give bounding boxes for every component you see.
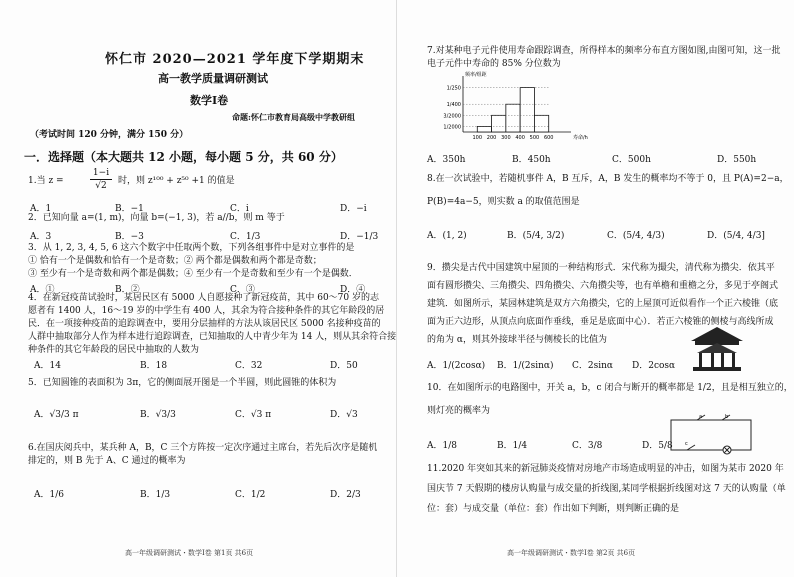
q1-prefix: 1.当 z = <box>28 176 64 186</box>
exam-subtitle: 高一教学质量调研测试 <box>158 72 268 85</box>
q11-line-2: 国庆节 7 天假期的楼房认购量与成交量的折线图,某同学根据折线图对这 7 天的认购量（单 <box>427 484 786 494</box>
q4-option-c[interactable]: C．32 <box>235 361 263 371</box>
histogram-x-tick-label: 100 <box>472 135 483 141</box>
page-footer-1: 高一年级调研测试・数学Ⅰ卷 第1页 共6页 <box>125 549 254 557</box>
q7-option-b[interactable]: B．450h <box>512 155 551 165</box>
histogram-bar <box>506 104 520 132</box>
q5-text: 5．已知圆锥的表面积为 3π，它的侧面展开图是一个半圆，则此圆锥的体积为 <box>28 378 337 388</box>
q4-option-a[interactable]: A．14 <box>34 361 61 371</box>
q9-line-4: 面为正六边形，从顶点向底面作垂线，垂足是底面中心）．若正六棱锥的侧棱与高线所成 <box>427 317 774 327</box>
q1-frac-num: 1−i <box>90 168 112 180</box>
q4-option-b[interactable]: B．18 <box>140 361 168 371</box>
q9-line-3: 建筑．如图所示，某园林建筑是双方六角攒尖，它的上屋顶可近似看作一个正六棱锥（底 <box>427 299 779 309</box>
histogram-y-tick-label: 3/2000 <box>443 113 461 120</box>
q3-line-1: 3．从 1, 2, 3, 4, 5, 6 这六个数字中任取两个数，下列各组事件中是对立事件的是 <box>28 243 355 253</box>
q10-option-a[interactable]: A．1/8 <box>427 441 457 451</box>
q2-option-c[interactable]: C．1/3 <box>230 232 261 242</box>
q6-line-1: 6.在国庆阅兵中，某兵种 A，B，C 三个方阵按一定次序通过主席台，若先后次序是随机 <box>28 443 378 453</box>
q4-line-2: 愿者有 1400 人，16～19 岁的中学生有 400 人，其余为符合接种条件的其它年龄段的居 <box>28 306 385 316</box>
histogram-y-axis-label: 频率/组距 <box>465 72 487 78</box>
histogram-bar <box>534 115 548 132</box>
q7-option-a[interactable]: A．350h <box>427 155 466 165</box>
q9-line-5: 的角为 α，则其外接球半径与侧棱长的比值为 <box>427 335 607 345</box>
circuit-diagram <box>667 412 757 454</box>
q1-option-c[interactable]: C．i <box>230 204 249 214</box>
q9-option-a[interactable]: A．1/(2cosα) <box>427 361 486 371</box>
author-line: 命题:怀仁市教育局高级中学教研组 <box>232 112 355 122</box>
histogram-y-tick-label: 1/400 <box>446 102 461 109</box>
histogram-x-axis-label: 寿命/h <box>573 135 588 141</box>
svg-text:c: c <box>685 441 688 447</box>
q3-option-c[interactable]: C．③ <box>230 285 255 295</box>
svg-text:a: a <box>699 414 703 420</box>
q9-option-b[interactable]: B．1/(2sinα) <box>497 361 554 371</box>
q2-option-d[interactable]: D．−1/3 <box>340 232 379 242</box>
exam-info: （考试时间 120 分钟，满分 150 分） <box>30 130 189 140</box>
q3-option-b[interactable]: B．② <box>115 285 140 295</box>
page-footer-2: 高一年级调研测试・数学Ⅰ卷 第2页 共6页 <box>507 549 636 557</box>
q1-frac-den: √2 <box>95 181 107 191</box>
q4-option-d[interactable]: D．50 <box>330 361 358 371</box>
q4-line-5: 种条件的其它年龄段的居民中抽取的人数为 <box>28 345 200 355</box>
q5-option-c[interactable]: C．√3 π <box>235 410 272 420</box>
svg-text:b: b <box>725 414 729 420</box>
histogram-x-tick-label: 400 <box>515 135 525 141</box>
q5-option-d[interactable]: D．√3 <box>330 410 358 420</box>
section-heading: 一．选择题（本大题共 12 小题，每小题 5 分，共 60 分） <box>24 150 343 164</box>
q7-line-2: 电子元件中寿命的 85% 分位数为 <box>427 59 561 69</box>
q8-option-c[interactable]: C．(5/4, 4/3) <box>607 231 665 241</box>
q4-line-3: 民．在一项接种疫苗的追踪调查中，要用分层抽样的方法从该居民区 5000 名接种疫苗的 <box>28 319 381 329</box>
histogram-bar <box>492 115 506 132</box>
paper-name: 数学Ⅰ卷 <box>190 94 229 107</box>
histogram-y-tick-label: 1/250 <box>446 85 461 92</box>
q6-option-a[interactable]: A．1/6 <box>34 490 64 500</box>
histogram-x-tick-label: 600 <box>543 135 554 141</box>
pavilion-illustration <box>687 325 747 373</box>
q3-line-3: ③ 至少有一个是奇数和两个都是偶数；④ 至少有一个是奇数和至少有一个是偶数． <box>28 269 358 279</box>
q11-line-3: 位：套）与成交量（单位：套）作出如下判断，则判断正确的是 <box>427 504 680 514</box>
q9-line-2: 面有圆形攒尖、三角攒尖、四角攒尖、六角攒尖等，也有单檐和重檐之分，多见于亭阁式 <box>427 281 779 291</box>
q10-option-c[interactable]: C．3/8 <box>572 441 603 451</box>
q5-option-a[interactable]: A．√3/3 π <box>34 410 79 420</box>
q5-option-b[interactable]: B．√3/3 <box>140 410 176 420</box>
q7-line-1: 7.对某种电子元件使用寿命跟踪调查，所得样本的频率分布直方图如图,由图可知，这一批 <box>427 46 781 56</box>
histogram-y-tick-label: 1/2000 <box>443 124 461 131</box>
q8-option-a[interactable]: A．(1, 2) <box>427 231 467 241</box>
q10-line-1: 10．在如图所示的电路图中，开关 a，b，c 闭合与断开的概率都是 1/2，且是相互独立的， <box>427 383 793 393</box>
q1-option-d[interactable]: D．−i <box>340 204 367 214</box>
q9-option-d[interactable]: D．2cosα <box>632 361 676 371</box>
q4-line-4: 人群中抽取部分人作为样本进行追踪调查，已知抽取的人中青少年为 14 人，则从其余符合接 <box>28 332 397 342</box>
q9-line-1: 9．攒尖是古代中国建筑中屋顶的一种结构形式．宋代称为撮尖，清代称为攒尖．依其平 <box>427 263 775 273</box>
q10-line-2: 则灯亮的概率为 <box>427 406 491 416</box>
q3-line-2: ① 恰有一个是偶数和恰有一个是奇数；② 两个都是偶数和两个都是奇数； <box>28 256 322 266</box>
histogram-x-tick-label: 300 <box>501 135 511 141</box>
q2-option-a[interactable]: A．3 <box>30 232 52 242</box>
histogram-bar <box>477 126 491 132</box>
q8-line-1: 8.在一次试验中，若随机事件 A，B 互斥，A，B 发生的概率均不等于 0，且 P(A)=2−a， <box>427 174 789 184</box>
q8-option-b[interactable]: B．(5/4, 3/2) <box>507 231 565 241</box>
histogram-x-tick-label: 500 <box>529 135 540 141</box>
q3-option-d[interactable]: D．④ <box>340 285 366 295</box>
q6-option-d[interactable]: D．2/3 <box>330 490 361 500</box>
q1-text: 时，则 z¹⁰⁰ + z⁵⁰ +1 的值是 <box>118 176 235 186</box>
q8-option-d[interactable]: D．(5/4, 4/3] <box>707 231 765 241</box>
q2-option-b[interactable]: B．−3 <box>115 232 144 242</box>
exam-title: 怀仁市 2020—2021 学年度下学期期末 <box>105 52 365 67</box>
q2-text: 2．已知向量 a=(1, m)，向量 b=(−1, 3)，若 a//b，则 m 等于 <box>28 213 285 223</box>
q8-line-2: P(B)=4a−5，则实数 a 的取值范围是 <box>427 197 580 207</box>
q11-line-1: 11.2020 年突如其来的新冠肺炎疫情对房地产市场造成明显的冲击，如图为某市 2020 年 <box>427 464 784 474</box>
q10-option-b[interactable]: B．1/4 <box>497 441 528 451</box>
q3-option-a[interactable]: A．① <box>30 285 55 295</box>
q10-option-d[interactable]: D．5/8 <box>642 441 673 451</box>
histogram-chart <box>437 72 588 142</box>
q6-line-2: 排定的，则 B 先于 A、C 通过的概率为 <box>28 456 186 466</box>
q1-option-b[interactable]: B．−1 <box>115 204 144 214</box>
q6-option-b[interactable]: B．1/3 <box>140 490 171 500</box>
histogram-x-tick-label: 200 <box>486 135 497 141</box>
q9-option-c[interactable]: C．2sinα <box>572 361 613 371</box>
histogram-bar <box>520 88 534 132</box>
exam-page-2 <box>397 0 794 577</box>
q7-option-d[interactable]: D．550h <box>717 155 757 165</box>
q1-option-a[interactable]: A．1 <box>30 204 52 214</box>
q4-line-1: 4．在新冠疫苗试验时，某居民区有 5000 人自愿接种了新冠疫苗，其中 60～70 岁的志 <box>28 293 379 303</box>
q6-option-c[interactable]: C．1/2 <box>235 490 266 500</box>
q7-option-c[interactable]: C．500h <box>612 155 651 165</box>
